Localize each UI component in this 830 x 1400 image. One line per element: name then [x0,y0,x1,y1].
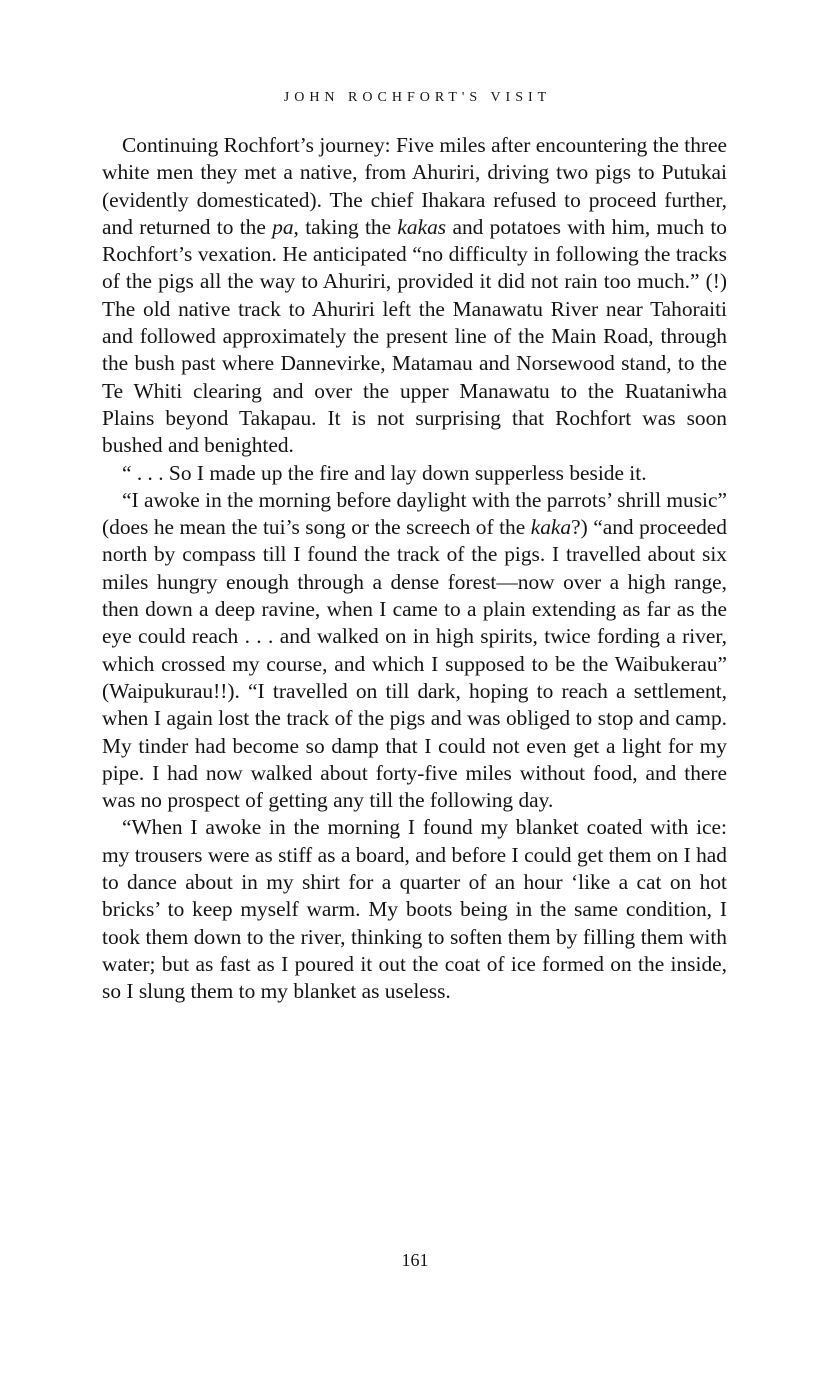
paragraph-4-text-1: “When I awoke in the morning I found my blanket coated with ice: my trousers were as stiff as a board, and before I could get them on I had to dance about in my shirt for a quarter of an hour ‘like a cat on hot bricks’ to keep myself warm. My boots being in the same condition, I took them down to the river, thinking to soften them by filling them with water; but as fast as I poured it out the coat of ice formed on the inside, so I slung them to my blanket as useless. [102,815,727,1004]
paragraph-1 [102,132,727,460]
paragraph-1-text-1: Continuing Rochfort’s journey: Five miles after encountering the three white men they met a native, from Ahuriri, driving two pigs to Putukai (evidently domesticated). The chief Ihakara refused to proceed further, and returned to the [102,133,727,239]
page-number: 161 [401,1250,429,1270]
paragraph-2 [102,460,727,487]
paragraph-3-text-1: “I awoke in the morning before daylight with the parrots’ shrill music” (does he mean the tui’s song or the screech of the [102,487,727,540]
body-text [102,132,727,1006]
book-page [102,90,727,1006]
paragraph-1-text-3: and potatoes with him, much to Rochfort’s vexation. He anticipated “no difficulty in following the tracks of the pigs all the way to Ahuriri, provided it did not rain too much.” (!) The old native track to Ahuriri left the Manawatu River near Tahoraiti and followed approximately the present line of the Main Road, through the bush past where Dannevirke, Matamau and Norsewood stand, to the Te Whiti clearing and over the upper Manawatu to the Ruataniwha Plains beyond Takapau. It is not surprising that Rochfort was soon bushed and benighted. [102,214,727,458]
paragraph-4 [102,814,727,1005]
paragraph-1-italic-kakas: kakas [397,214,447,239]
paragraph-1-text-2: , taking the [293,214,398,239]
paragraph-3 [102,487,727,815]
paragraph-2-text-1: “ . . . So I made up the fire and lay down supperless beside it. [122,460,647,485]
paragraph-3-text-2: ?) “and proceeded north by compass till I found the track of the pigs. I travelled about six miles hungry enough through a dense forest—now over a high range, then down a deep ravine, when I came to a plain extending as far as the eye could reach . . . and walked on in high spirits, twice fording a river, which crossed my course, and which I supposed to be the Waibukerau” (Waipukurau!!). “I travelled on till dark, hoping to reach a settlement, when I again lost the track of the pigs and was obliged to stop and camp. My tinder had become so damp that I could not even get a light for my pipe. I had now walked about forty-five miles without food, and there was no prospect of getting any till the following day. [102,515,727,813]
paragraph-3-italic-kaka: kaka [530,515,572,540]
paragraph-1-italic-pa: pa [272,214,294,239]
running-head: JOHN ROCHFORT'S VISIT [283,90,552,105]
